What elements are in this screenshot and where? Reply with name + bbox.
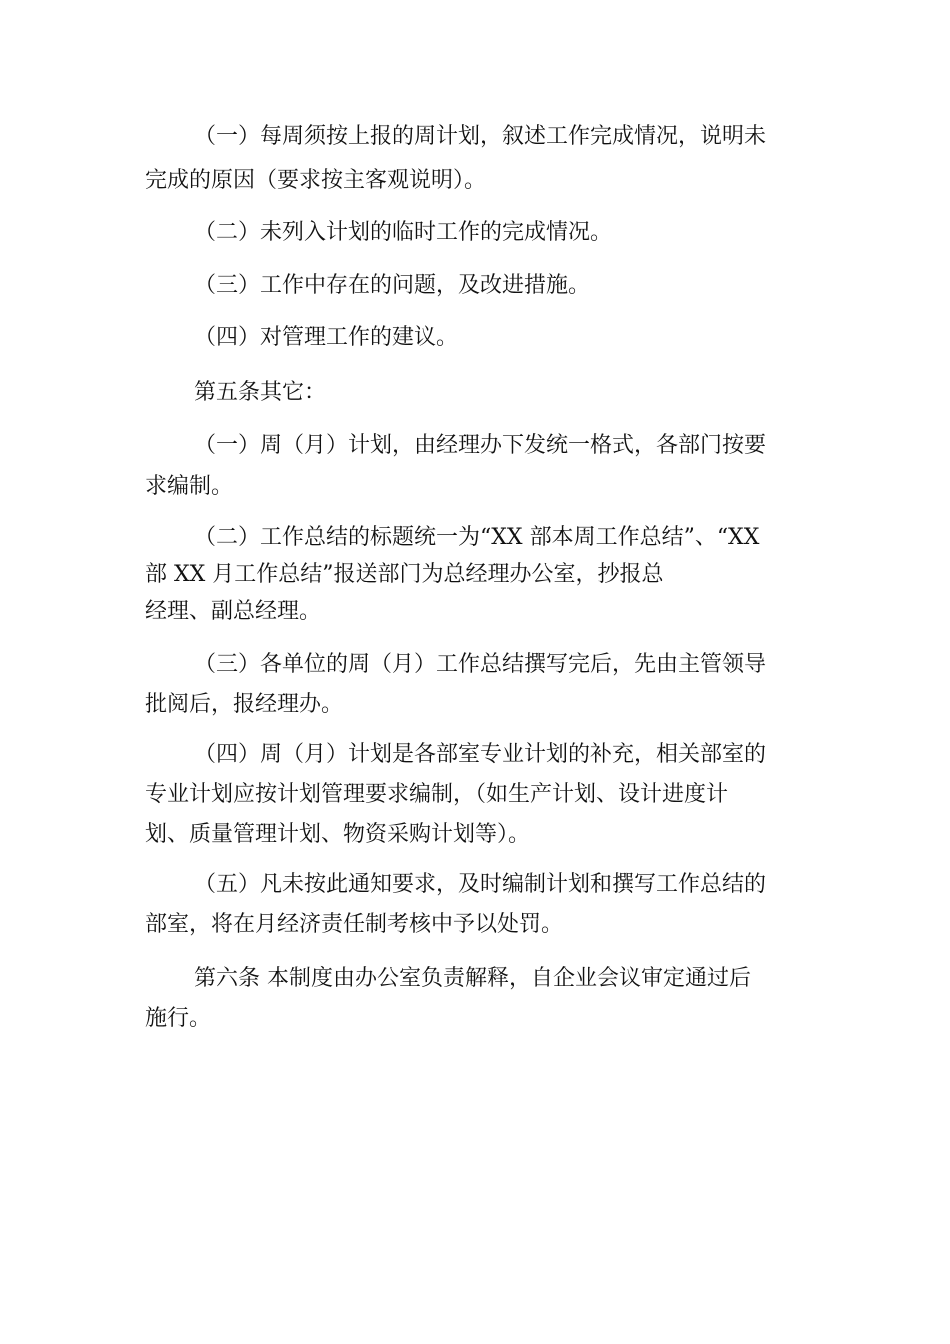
paragraph-9-line-3: 划、质量管理计划、物资采购计划等）。 xyxy=(145,822,531,847)
paragraph-6-line-2: 求编制。 xyxy=(145,474,234,499)
paragraph-1-line-1: （一）每周须按上报的周计划，叙述工作完成情况，说明未 xyxy=(194,124,767,149)
paragraph-7-line-1: （二）工作总结的标题统一为“XX 部本周工作总结”、“XX xyxy=(194,525,760,550)
article-six-line-1: 第六条 本制度由办公室负责解释，自企业会议审定通过后 xyxy=(194,966,751,991)
paragraph-3: （三）工作中存在的问题，及改进措施。 xyxy=(194,273,591,298)
paragraph-8-line-2: 批阅后，报经理办。 xyxy=(145,692,344,717)
paragraph-10-line-1: （五）凡未按此通知要求，及时编制计划和撰写工作总结的 xyxy=(194,872,767,897)
paragraph-9-line-1: （四）周（月）计划是各部室专业计划的补充，相关部室的 xyxy=(194,742,767,767)
paragraph-6-line-1: （一）周（月）计划，由经理办下发统一格式，各部门按要 xyxy=(194,433,767,458)
article-five-heading: 第五条其它： xyxy=(194,380,327,405)
paragraph-9-line-2: 专业计划应按计划管理要求编制，（如生产计划、设计进度计 xyxy=(145,782,729,807)
paragraph-7-line-2: 部 XX 月工作总结”报送部门为总经理办公室，抄报总 xyxy=(145,562,664,587)
paragraph-1-line-2: 完成的原因（要求按主客观说明）。 xyxy=(145,168,487,193)
paragraph-10-line-2: 部室，将在月经济责任制考核中予以处罚。 xyxy=(145,912,564,937)
article-six-line-2: 施行。 xyxy=(145,1006,212,1031)
paragraph-4: （四）对管理工作的建议。 xyxy=(194,325,459,350)
paragraph-8-line-1: （三）各单位的周（月）工作总结撰写完后，先由主管领导 xyxy=(194,652,767,677)
paragraph-2: （二）未列入计划的临时工作的完成情况。 xyxy=(194,220,613,245)
paragraph-7-line-3: 经理、副总经理。 xyxy=(145,599,322,624)
